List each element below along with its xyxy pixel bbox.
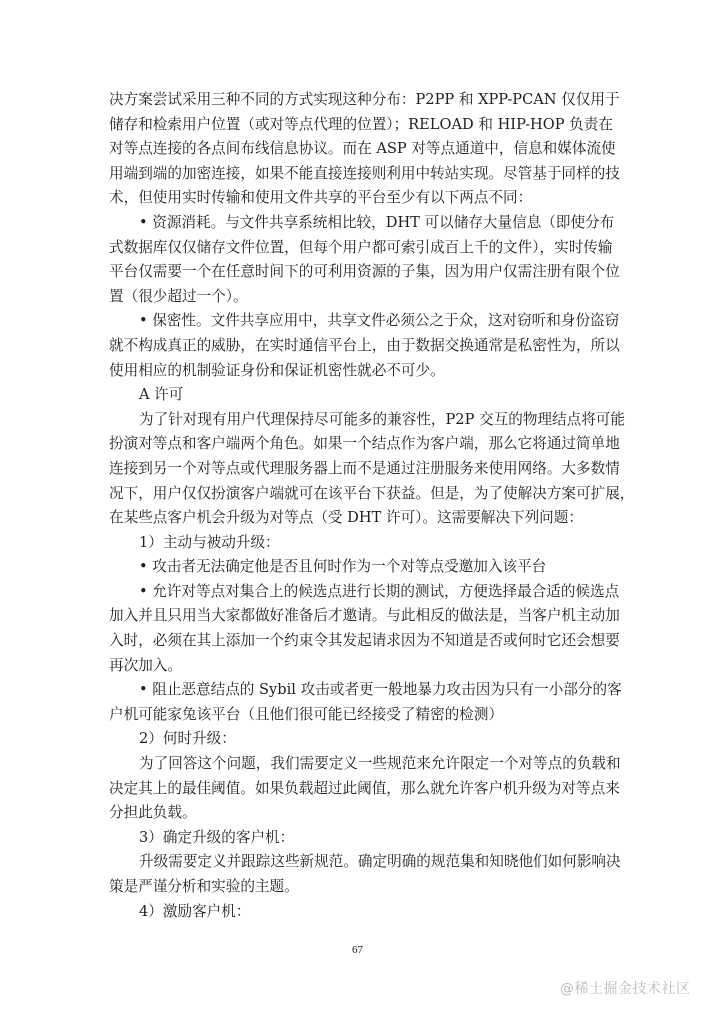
text-line: 在某些点客户机会升级为对等点（受 DHT 许可）。这需要解决下列问题： [109,509,583,527]
text-line: • 保密性。文件共享应用中，共享文件必须公之于众，这对窃听和身份盗窃 [139,312,620,330]
text-line: A 许可 [139,386,184,404]
text-line: 连接到另一个对等点或代理服务器上而不是通过注册服务来使用网络。大多数情 [109,459,620,477]
text-line: 扮演对等点和客户端两个角色。如果一个结点作为客户端，那么它将通过简单地 [109,435,620,453]
text-line: 为了回答这个问题，我们需要定义一些规范来允许限定一个对等点的负载和 [139,755,621,773]
text-line: 为了针对现有用户代理保持尽可能多的兼容性，P2P 交互的物理结点将可能 [139,410,625,428]
text-line: 对等点连接的各点间布线信息协议。而在 ASP 对等点通道中，信息和媒体流使 [109,140,616,158]
text-line: 策是严谨分析和实验的主题。 [109,878,299,895]
text-line: 使用相应的机制验证身份和保证机密性就必不可少。 [109,361,445,379]
text-line: 式数据库仅仅储存文件位置，但每个用户都可索引成百上千的文件），实时传输 [109,238,613,256]
text-line: 用端到端的加密连接，如果不能直接连接则利用中转站实现。尽管基于同样的技 [109,164,620,182]
text-line: 就不构成真正的威胁，在实时通信平台上，由于数据交换通常是私密性为，所以 [109,336,620,354]
text-line: 入时，必须在其上添加一个约束令其发起请求因为不知道是否或何时它还会想要 [109,632,620,650]
text-line: 再次加入。 [109,656,182,674]
text-line: • 阻止恶意结点的 Sybil 攻击或者更一般地暴力攻击因为只有一小部分的客 [139,681,622,699]
text-line: • 允许对等点对集合上的候选点进行长期的测试，方便选择最合适的候选点 [139,582,620,600]
text-line: 术，但使用实时传输和使用文件共享的平台至少有以下两点不同： [109,189,533,207]
text-line: • 资源消耗。与文件共享系统相比较，DHT 可以储存大量信息（即使分布 [139,213,615,231]
text-line: 况下，用户仅仅扮演客户端就可在该平台下获益。但是，为了使解决方案可扩展， [109,484,635,502]
text-line: • 攻击者无法确定他是否且何时作为一个对等点受邀加入该平台 [139,558,547,576]
text-line: 升级需要定义并跟踪这些新规范。确定明确的规范集和知晓他们如何影响决 [139,853,621,871]
page-number: 67 [352,944,363,956]
text-line: 储存和检索用户位置（或对等点代理的位置）；RELOAD 和 HIP-HOP 负责在 [109,115,613,133]
text-line: 决定其上的最佳阈值。如果负载超过此阈值，那么就允许客户机升级为对等点来 [109,779,620,797]
text-line: 4）激励客户机： [139,902,251,920]
text-line: 置（很少超过一个）。 [109,287,248,305]
text-line: 3）确定升级的客户机： [139,828,295,846]
text-line: 分担此负载。 [109,804,197,822]
text-line: 决方案尝试采用三种不同的方式实现这种分布：P2PP 和 XPP-PCAN 仅仅用于 [109,91,620,108]
text-line: 1）主动与被动升级： [139,533,280,551]
text-line: 平台仅需要一个在任意时间下的可利用资源的子集，因为用户仅需注册有限个位 [109,263,620,281]
text-line: 户机可能家兔该平台（且他们很可能已经接受了精密的检测） [109,705,504,723]
watermark: @稀土掘金技术社区 [560,981,691,997]
text-line: 2）何时升级： [139,730,236,748]
body-text [109,88,635,924]
text-line: 加入并且只用当大家都做好准备后才邀请。与此相反的做法是，当客户机主动加 [109,607,620,625]
